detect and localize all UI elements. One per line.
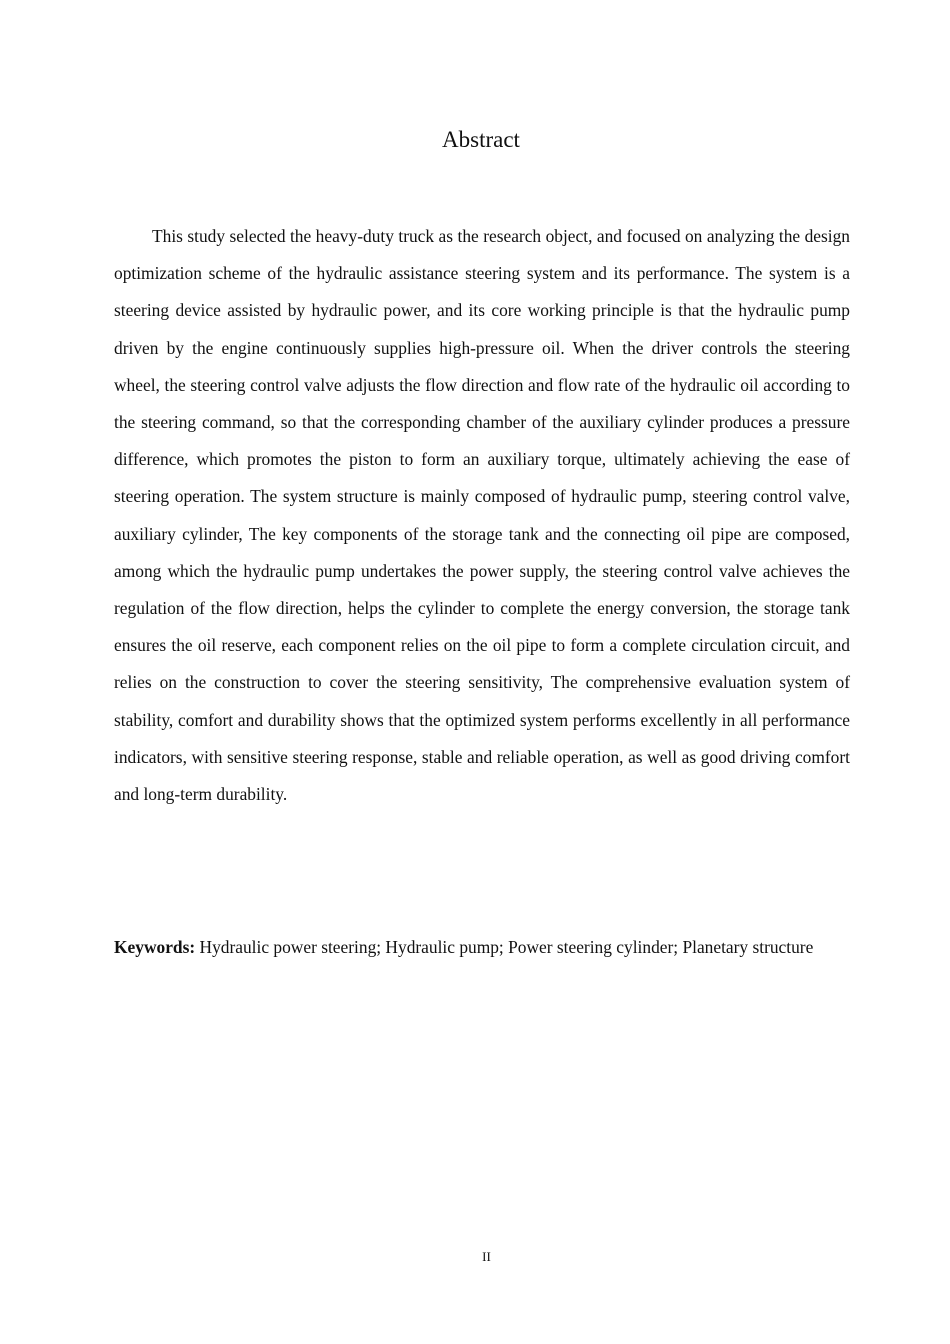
page-title: Abstract [442,127,520,152]
keywords-text: Hydraulic power steering; Hydraulic pump; Power steering cylinder; Planetary structure [199,937,814,957]
page-number: II [482,1249,491,1264]
abstract-paragraph: This study selected the heavy-duty truck as the research object, and focused on analyzing the design optimization scheme of the hydraulic assistance steering system and its performance. The system is a steering device assisted by hydraulic power, and its core working principle is that the hydraulic pump driven by the engine continuously supplies high-pressure oil. When the driver controls the steering wheel, the steering control valve adjusts the flow direction and flow rate of the hydraulic oil according to the steering command, so that the corresponding chamber of the auxiliary cylinder produces a pressure difference, which promotes the piston to form an auxiliary torque, ultimately achieving the ease of steering operation. The system structure is mainly composed of hydraulic pump, steering control valve, auxiliary cylinder, The key components of the storage tank and the connecting oil pipe are composed, among which the hydraulic pump undertakes the power supply, the steering control valve achieves the regulation of the flow direction, helps the cylinder to complete the energy conversion, the storage tank ensures the oil reserve, each component relies on the oil pipe to form a complete circulation circuit, and relies on the construction to cover the steering sensitivity, The comprehensive evaluation system of stability, comfort and durability shows that the optimized system performs excellently in all performance indicators, with sensitive steering response, stable and reliable operation, as well as good driving comfort and long-term durability. [114,226,850,805]
keywords-label: Keywords: [114,937,196,957]
keywords-section [114,930,850,964]
